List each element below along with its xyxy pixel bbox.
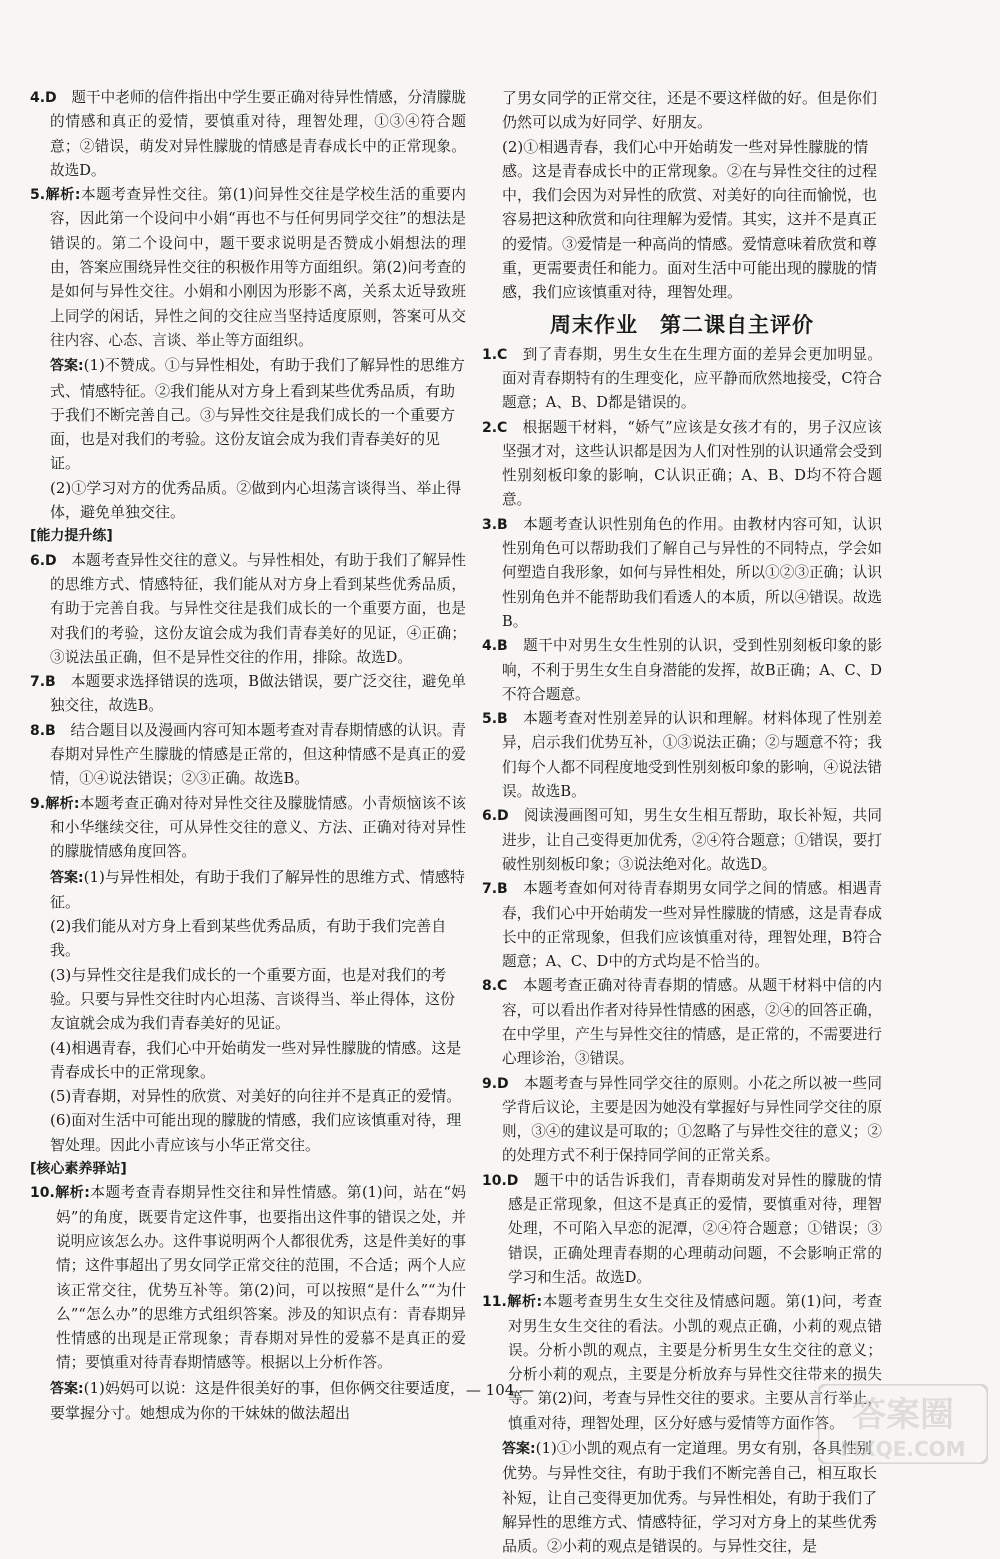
answer-block: (2)我们能从对方身上看到某些优秀品质，有助于我们完善自我。	[50, 917, 447, 960]
watermark-logo	[818, 1384, 988, 1464]
answer-item-10: 10.解析:本题考查青春期异性交往和异性情感。第(1)问，站在“妈妈”的角度，既要肯定这件事，也要指出这件事的错误之处，并说明应该怎么办。这件事说明两个人都很优秀，这是件美好的事情；这件事超出了男女同学正常交往的范围，不合适；两个人应该正常交往，优势互补等。第(2)问，可以按照“是什么”“为什么”“怎么办”的思维方式组织答案。涉及的知识点有：青春期异性情感的出现是正常现象；青春期对异性的爱慕不是真正的爱情；要慎重对待青春期情感等。根据以上分析作答。	[30, 1184, 467, 1372]
answer-block: (5)青春期，对异性的欣赏、对美好的向往并不是真正的爱情。	[50, 1087, 462, 1106]
answer-item-7: 7.B 本题考查如何对待青春期男女同学之间的情感。相遇青春，我们心中开始萌发一些对异性朦胧的情感，这是青春成长中的正常现象，但我们应该慎重对待，理智处理，B符合题意；A、C、D中的方式均是不恰当的。	[482, 880, 882, 971]
left-column	[30, 86, 466, 1425]
answer-item-8: 8.C 本题考查正确对待青春期的情感。从题干材料中信的内容，可以看出作者对待异性情感的困惑，②④的回答正确，在中学里，产生与异性交往的情感，是正常的，不需要进行心理诊治，③错误。	[482, 977, 882, 1068]
answer-block: 答案:(1)不赞成。①与异性相处，有助于我们了解异性的思维方式、情感特征。②我们能从对方身上看到某些优秀品质，有助于我们不断完善自己。③与异性交往是我们成长的一个重要方面，也是对我们的考验。这份友谊会成为我们青春美好的见证。	[50, 356, 465, 473]
answer-item-5: 5.解析:本题考查异性交往。第(1)问异性交往是学校生活的重要内容，因此第一个设问中小娟“再也不与任何男同学交往”的想法是错误的。第二个设问中，题干要求说明是否赞成小娟想法的理由，答案应围绕异性交往的积极作用等方面组织。第(2)问考查的是如何与异性交往。小娟和小刚因为形影不离，关系太近导致班上同学的闲话，异性之间的交往应当坚持适度原则，答案可从交往内容、心态、言谈、举止等方面组织。	[30, 186, 466, 349]
answer-block: 答案:(1)①小凯的观点有一定道理。男女有别，各具性别优势。与异性交往，有助于我们不断完善自己，相互取长补短，让自己变得更加优秀。与异性相处，有助于我们了解异性的思维方式、情感特征，学习对方身上的某些优秀品质。②小莉的观点是错误的。与异性交往，是	[502, 1439, 878, 1556]
answer-block: (4)相遇青春，我们心中开始萌发一些对异性朦胧的情感。这是青春成长中的正常现象。	[50, 1038, 462, 1081]
watermark-text: 答案圈	[852, 1395, 954, 1435]
answer-item-11: 11.解析:本题考查男生女生交往及情感问题。第(1)问，考查对男生女生交往的看法。小凯的观点正确，小莉的观点错误。分析小凯的观点，主要是分析男生女生交往的意义；分析小莉的观点，主要是分析放弃与异性交往带来的损失等。第(2)问，考查与异性交往的要求。主要从言行举止，慎重对待，理智处理，区分好感与爱情等方面作答。	[482, 1293, 882, 1432]
answer-block: 答案:(1)与异性相处，有助于我们了解异性的思维方式、情感特征。	[50, 867, 465, 911]
answer-item-7: 7.B 本题要求选择错误的选项，B做法错误，要广泛交往，避免单独交往，故选B。	[30, 673, 466, 715]
page-number: — 104 —	[465, 1381, 535, 1399]
watermark-site: MXQE.COM	[840, 1437, 966, 1461]
answer-item-4: 4.B 题干中对男生女生性别的认识，受到性别刻板印象的影响，不利于男生女生自身潜能的发挥，故B正确；A、C、D不符合题意。	[482, 637, 882, 703]
answer-block: (6)面对生活中可能出现的朦胧的情感，我们应该慎重对待，理智处理。因此小青应该与小华正常交往。	[50, 1111, 462, 1154]
section-heading-core: [核心素养驿站]	[30, 1161, 127, 1178]
answer-item-6: 6.D 本题考查异性交往的意义。与异性相处，有助于我们了解异性的思维方式、情感特征，我们能从对方身上看到某些优秀品质，有助于完善自我。与异性交往是我们成长的一个重要方面，也是对我们的考验，这份友谊会成为我们青春美好的见证，④正确；③说法虽正确，但不是异性交往的作用，排除。故选D。	[30, 551, 466, 666]
continued-answer: (2)①相遇青春，我们心中开始萌发一些对异性朦胧的情感。这是青春成长中的正常现象。②在与异性交往的过程中，我们会因为对异性的欣赏、对美好的向往而愉悦，也容易把这种欣赏和向往理解为爱情。其实，这并不是真正的爱情。③爱情是一种高尚的情感。爱情意味着欣赏和尊重，更需要责任和能力。面对生活中可能出现的朦胧的情感，我们应该慎重对待，理智处理。	[502, 137, 878, 302]
section-heading-ability: [能力提升练]	[30, 528, 113, 545]
answer-block: 答案:(1)妈妈可以说：这是件很美好的事，但你俩交往要适度，要掌握分寸。她想成为你的干妹妹的做法超出	[50, 1378, 465, 1423]
right-column	[482, 86, 882, 1559]
answer-block: (3)与异性交往是我们成长的一个重要方面，也是对我们的考验。只要与异性交往时内心坦荡、言谈得当、举止得体，这份友谊就会成为我们青春美好的见证。	[50, 965, 456, 1033]
answer-item-4: 4.D 题干中老师的信件指出中学生要正确对待异性情感，分清朦胧的情感和真正的爱情，要慎重对待，理智处理，①③④符合题意；②错误，萌发对异性朦胧的情感是青春成长中的正常现象。故选D。	[30, 89, 466, 179]
answer-item-5: 5.B 本题考查对性别差异的认识和理解。材料体现了性别差异，启示我们优势互补，①③说法正确；②与题意不符；我们每个人都不同程度地受到性别刻板印象的影响，④说法错误。故选B。	[482, 710, 882, 801]
answer-item-10: 10.D 题干中的话告诉我们，青春期萌发对异性的朦胧的情感是正常现象，但这不是真正的爱情，要慎重对待，理智处理，不可陷入早恋的泥潭，②④符合题意；①错误；③错误，正确处理青春期的心理萌动问题，不会影响正常的学习和生活。故选D。	[482, 1171, 882, 1286]
answer-item-9: 9.解析:本题考查正确对待对异性交往及朦胧情感。小青烦恼该不该和小华继续交往，可从异性交往的意义、方法、正确对待对异性的朦胧情感角度回答。	[30, 794, 466, 861]
answer-item-2: 2.C 根据题干材料，“娇气”应该是女孩才有的，男子汉应该坚强才对，这些认识都是因为人们对性别的认识通常会受到性别刻板印象的影响，C认识正确；A、B、D均不符合题意。	[482, 418, 882, 509]
answer-item-6: 6.D 阅读漫画图可知，男生女生相互帮助，取长补短，共同进步，让自己变得更加优秀，②④符合题意；①错误，要打破性别刻板印象；③说法绝对化。故选D。	[482, 807, 882, 873]
answer-item-3: 3.B 本题考查认识性别角色的作用。由教材内容可知，认识性别角色可以帮助我们了解自己与异性的不同特点，学会如何塑造自我形象，如何与异性相处，所以①②③正确；认识性别角色并不能帮助我们看透人的本质，所以④错误。故选B。	[482, 515, 882, 630]
answer-block: (2)①学习对方的优秀品质。②做到内心坦荡言谈得当、举止得体，避免单独交往。	[50, 478, 462, 522]
answer-item-8: 8.B 结合题目以及漫画内容可知本题考查对青春期情感的认识。青春期对异性产生朦胧的情感是正常的，但这种情感不是真正的爱情，①④说法错误；②③正确。故选B。	[30, 721, 466, 788]
continued-answer: 了男女同学的正常交往，还是不要这样做的好。但是你们仍然可以成为好同学、好朋友。	[502, 89, 878, 132]
answer-item-1: 1.C 到了青春期，男生女生在生理方面的差异会更加明显。面对青春期特有的生理变化，应平静而欣然地接受，C符合题意；A、B、D都是错误的。	[482, 345, 882, 412]
section-title: 周末作业 第二课自主评价	[550, 312, 814, 337]
answer-item-9: 9.D 本题考查与异性同学交往的原则。小花之所以被一些同学背后议论，主要是因为她没有掌握好与异性同学交往的原则，③④的建议是可取的；①忽略了与异性交往的意义；②的处理方式不利于保持同学间的正常关系。	[482, 1074, 882, 1165]
